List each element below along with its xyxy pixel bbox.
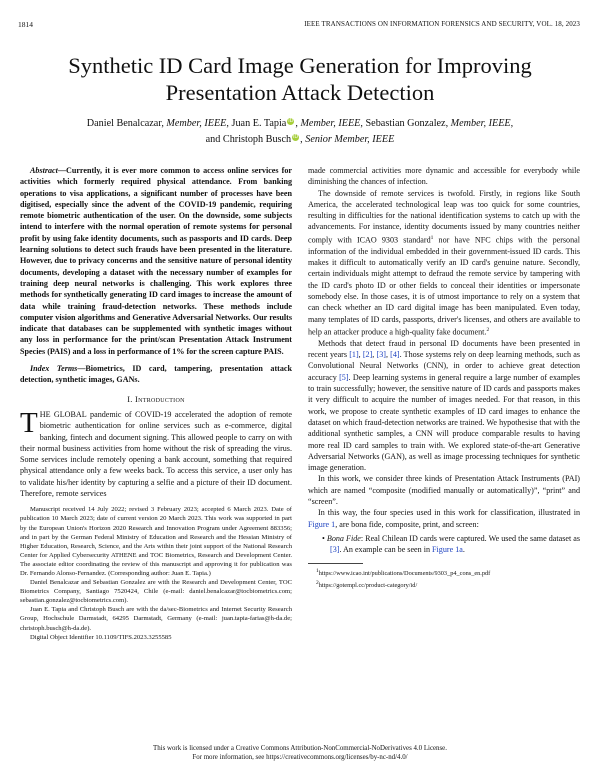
title-line-1: Synthetic ID Card Image Generation for Improving xyxy=(68,53,532,78)
footnote-number: 1 xyxy=(316,568,319,575)
body-text: . Deep learning systems in general require a large number of examples to train successfully; however, the sensitive nature of ID cards and passports makes it very difficult to acquire the number of images needed. For that reason, in this work, we propose to create synthetic examples of ID card images to enhance the dataset on which fraud-detection networks are trained. We hypothesise that with the additional synthetic samples, a CNN will produce comparable results to having more real ID card samples to train with. We explored state-of-the-art Generative Adversarial Networks (GAN), as well as image processing techniques for synthetic image generation. xyxy=(308,372,580,473)
citation-link[interactable]: [2] xyxy=(362,350,373,360)
figure-link[interactable]: Figure 1a xyxy=(432,545,463,555)
author-name: Daniel Benalcazar, xyxy=(86,118,167,129)
manuscript-note: Juan E. Tapia and Christoph Busch are with the da/sec-Biometrics and Internet Security Research Group, Hochschule Darmstadt, 64295 Darmstadt, Germany (e-mail: juan.tapia-farias@h-da.de; christoph.busch@h-da.de). xyxy=(20,606,292,632)
abstract-label: Abstract xyxy=(30,166,58,175)
body-paragraph xyxy=(308,507,580,530)
footnote-link[interactable]: https://gotempl.cc/product-category/id/ xyxy=(318,582,418,590)
author-name: , Sebastian Gonzalez, xyxy=(360,118,451,129)
list-item xyxy=(322,533,580,556)
separator: , xyxy=(372,350,377,360)
journal-header: IEEE TRANSACTIONS ON INFORMATION FORENSICS AND SECURITY, VOL. 18, 2023 xyxy=(304,20,580,28)
index-terms-label: Index Terms xyxy=(30,364,78,374)
body-text: . Those systems rely on deep learning methods, such as Convolutional Neural Networks (CNN), in order to achieve great detection accuracy xyxy=(308,350,580,382)
footnote xyxy=(308,579,580,591)
license-line: This work is licensed under a Creative Commons Attribution-NonCommercial-NoDerivatives 4.0 License. xyxy=(153,745,447,752)
separator: , xyxy=(295,118,301,129)
body-paragraph xyxy=(308,338,580,474)
body-text: The downside of remote services is twofold. Firstly, in regions like South America, the accelerated technological leap was too quick for some countries, resulting in difficulties for the national identification systems to catch up with the advancements. For instance, identity documents issued by many countries neither comply with ICAO 9303 standard xyxy=(308,188,580,245)
body-text: , are bona fide, composite, print, and screen: xyxy=(335,519,479,529)
author-list xyxy=(40,116,560,148)
author-role: Member, IEEE xyxy=(300,118,361,129)
figure-link[interactable]: Figure 1 xyxy=(308,519,336,529)
footnote-number: 2 xyxy=(316,580,319,587)
index-terms xyxy=(20,363,292,386)
footnote-link[interactable]: https://www.icao.int/publications/Documents/9303_p4_cons_en.pdf xyxy=(318,570,491,578)
footnote-marker: 2 xyxy=(486,326,490,333)
section-heading: I. Introduction xyxy=(127,394,185,404)
body-text: . An example can be seen in xyxy=(339,545,433,555)
body-text: nor have NFC chips with the personal information of the individual embedded in their government-issued ID cards. This makes it difficult to automatically verify an ID card's genuine nature. Secondly, certain individuals might attempt to defraud the remote service by tampering with the ID card's photo ID or other fields to conceal their identities or impersonate somebody else. In those cases, it is of utmost importance to rely on a system that can check whether an ID card digital image has been manipulated. Even today, many templates of ID cards, passports, driver's licenses, and others are available to help an attacker produce a high-quality fake document. xyxy=(308,235,580,337)
body-paragraph: made commercial activities more dynamic and accessible for everybody while diminishing the chances of infection. xyxy=(308,166,580,187)
author-role: Member, IEEE, xyxy=(450,118,514,129)
author-line-1 xyxy=(40,116,560,132)
citation-link[interactable]: [1] xyxy=(349,350,359,360)
intro-lead: HE GLOBAL xyxy=(39,409,87,419)
citation-link[interactable]: [3] xyxy=(330,545,340,555)
body-paragraph: In this work, we consider three kinds of Presentation Attack Instruments (PAI) which are named “composite (modified manually or automatically)”, “print” and “screen”. xyxy=(308,474,580,506)
title-line-2: Presentation Attack Detection xyxy=(165,80,435,105)
index-terms-text: —Biometrics, ID card, tampering, presentation attack detection, synthetic images, GANs. xyxy=(20,364,292,385)
author-role: Senior Member, IEEE xyxy=(305,134,395,145)
orcid-icon[interactable]: iD xyxy=(288,117,294,124)
right-column xyxy=(308,165,580,591)
drop-cap: T xyxy=(20,406,38,439)
body-text: Methods that detect fraud in personal ID documents have been presented in recent years xyxy=(308,338,580,360)
author-role: Member, IEEE xyxy=(166,118,227,129)
author-line-2 xyxy=(40,132,560,148)
manuscript-note: Digital Object Identifier 10.1109/TIFS.2023.3255585 xyxy=(30,633,172,641)
footnote-marker: 1 xyxy=(430,234,434,241)
body-text: In this way, the four species used in this work for classification, illustrated in xyxy=(318,508,580,518)
manuscript-note: Manuscript received 14 July 2022; revised 3 February 2023; accepted 6 March 2023. Date of publication 10 March 2023; date of current version 20 March 2023. This work was supported in part by the European Union's Horizon 2020 Research and Innovation Program under Agreement 883356; and in part by the German Federal Ministry of Education and Research and the Hessian Ministry of Higher Education, Research, Science, and the Arts within their joint support of the National Research Center for Applied Cybersecurity ATHENE and TOC Biometrics, Research and Development Center. The associate editor coordinating the review of this manuscript and approving it for publication was Dr. Fernando Alonso-Fernandez. (Corresponding author: Juan E. Tapia.) xyxy=(20,506,292,577)
license-line: For more information, see https://creativecommons.org/licenses/by-nc-nd/4.0/ xyxy=(192,754,408,761)
orcid-icon[interactable]: iD xyxy=(293,133,299,140)
separator: , xyxy=(300,134,306,145)
citation-link[interactable]: [4] xyxy=(390,350,400,360)
intro-paragraph xyxy=(20,406,293,499)
bullet-icon: • xyxy=(322,533,327,543)
author-name: , Juan E. Tapia xyxy=(226,118,287,129)
body-paragraph xyxy=(308,188,580,338)
abstract xyxy=(20,165,292,357)
footnote-divider xyxy=(308,563,363,564)
separator: , xyxy=(385,350,391,360)
body-text: : Real Chilean ID cards were captured. We used the same dataset as xyxy=(360,533,580,543)
manuscript-note: Daniel Benalcazar and Sebastian Gonzalez are with the Research and Development Center, TOC Biometrics Company, Santiago 7520424, Chile (e-mail: daniel.benalcazar@tocbiometrics.com; sebastian.gonzalez@tocbiometrics.com). xyxy=(20,579,292,605)
citation-link[interactable]: [5] xyxy=(339,372,349,382)
body-text: . xyxy=(462,545,465,555)
citation-link[interactable]: [3] xyxy=(376,350,386,360)
left-column xyxy=(20,165,292,642)
paper-title xyxy=(0,52,600,106)
footnote xyxy=(308,567,580,579)
author-name: and Christoph Busch xyxy=(205,134,292,145)
manuscript-notes xyxy=(20,505,292,641)
separator: , xyxy=(358,350,363,360)
page-number: 1814 xyxy=(18,20,33,29)
license-notice xyxy=(0,744,600,762)
bullet-label: Bona Fide xyxy=(326,533,361,543)
abstract-text: —Currently, it is ever more common to access online services for activities which formerly required physical attendance. From banking operations to visa applications, a significant number of processes have been digitised, especially since the advent of the COVID-19 pandemic, requiring remote biometric authentication of the user. On the downside, some subjects intend to interfere with the normal operation of remote systems for personal profit by using fake identity documents, such as passports and ID cards. Deep learning solutions to detect such frauds have been presented in the literature. However, due to privacy concerns and the sensitive nature of personal identity documents, developing a dataset with the necessary number of examples for training deep neural networks is challenging. This work explores three methods for synthetically generating ID card images to increase the amount of data while training fraud-detection networks. These methods include computer vision algorithms and Generative Adversarial Networks. Our results indicate that databases can be supplemented with synthetic images without any loss in performance for the print/scan Presentation Attack Instrument Species (PAIS) and a loss in performance of 1% for the screen capture PAIS. xyxy=(20,166,292,356)
intro-text: pandemic of COVID-19 accelerated the adoption of remote biometric authentication for online services such as e-commerce, digital banking, fintech and document signing. This allowed people to carry on with their normal business activities from home without the risk of spreading the virus. Some services include remotely opening a bank account, something that required physical attendance only a few weeks back. To access this service, a user only has to validate his/her identity by capturing a selfie and a picture of their ID document. Therefore, remote services xyxy=(20,409,293,499)
